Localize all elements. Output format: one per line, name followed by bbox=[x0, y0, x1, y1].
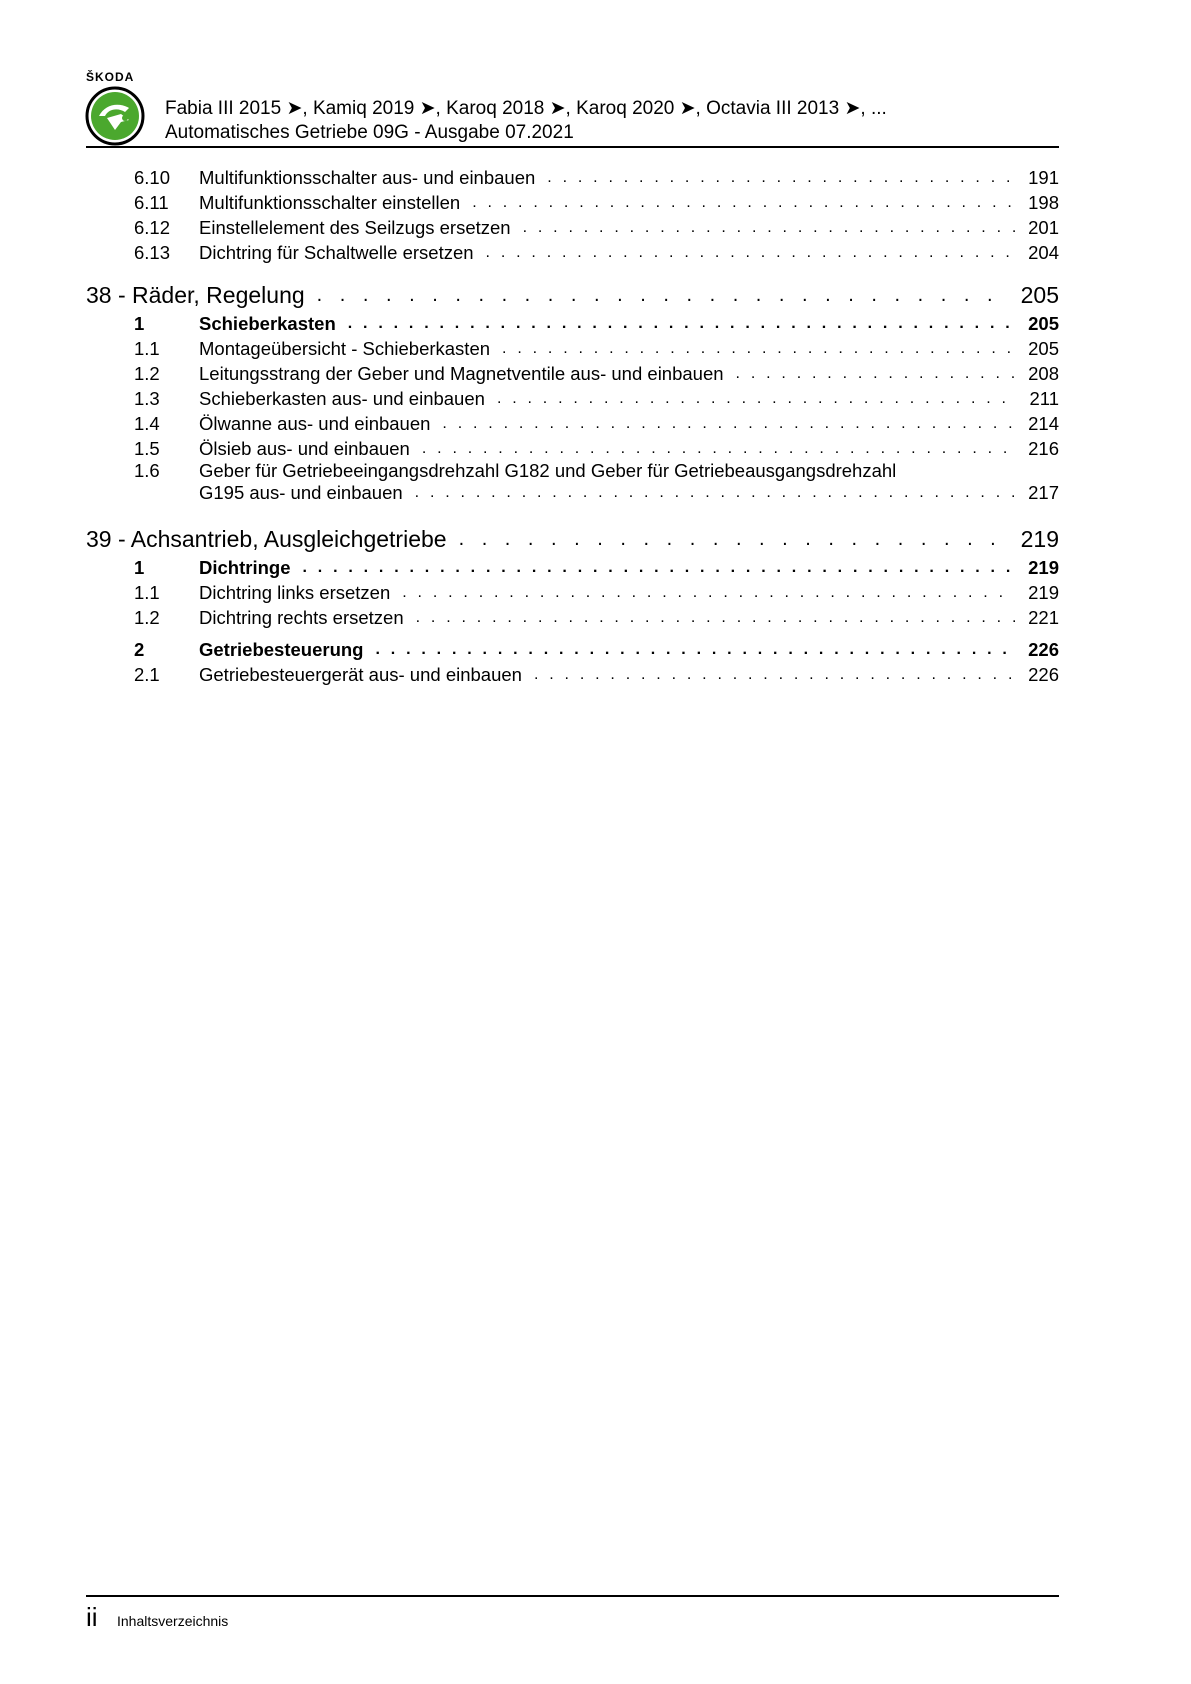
footer-divider bbox=[86, 1595, 1059, 1597]
toc-section-page: 226 bbox=[1028, 639, 1059, 660]
toc-entry[interactable] bbox=[86, 360, 1059, 385]
toc-entry-title: Schieberkasten aus- und einbauen bbox=[199, 388, 485, 409]
dot-leader bbox=[402, 582, 1015, 604]
brand-wordmark: ŠKODA bbox=[86, 70, 135, 84]
dot-leader bbox=[497, 388, 1015, 410]
toc-entry-title: Getriebesteuergerät aus- und einbauen bbox=[199, 664, 522, 685]
toc-entry-number: 1.2 bbox=[134, 363, 160, 384]
dot-leader bbox=[422, 438, 1015, 460]
toc-entry[interactable] bbox=[86, 410, 1059, 435]
toc-entry[interactable] bbox=[86, 335, 1059, 360]
toc-entry-number: 6.10 bbox=[134, 167, 171, 188]
toc-entry-title: Multifunktionsschalter aus- und einbauen bbox=[199, 167, 536, 188]
toc-entry-page: 191 bbox=[1028, 167, 1059, 188]
toc-section-title: Dichtringe bbox=[199, 557, 291, 578]
toc-entry-page: 216 bbox=[1028, 438, 1059, 459]
toc-section[interactable] bbox=[86, 554, 1059, 579]
toc-entry-number: 6.13 bbox=[134, 242, 171, 263]
toc-entry-title: Einstellelement des Seilzugs ersetzen bbox=[199, 217, 511, 238]
toc-entry-title: Geber für Getriebeeingangsdrehzahl G182 und Geber für Getriebeausgangsdrehzahl bbox=[199, 460, 897, 481]
toc-entry-multiline[interactable] bbox=[86, 460, 1059, 504]
toc-entry-number: 1.2 bbox=[134, 607, 160, 628]
toc-entry[interactable] bbox=[86, 214, 1059, 239]
toc-entry[interactable] bbox=[86, 385, 1059, 410]
toc-entry-page: 211 bbox=[1029, 388, 1059, 409]
toc-entry-page: 221 bbox=[1028, 607, 1059, 628]
toc-entry-number: 1.1 bbox=[134, 582, 160, 603]
toc-entry-number: 1.1 bbox=[134, 338, 160, 359]
toc-chapter-39[interactable] bbox=[86, 514, 1059, 552]
toc-entry-page: 217 bbox=[1028, 482, 1059, 503]
toc-entry-page: 204 bbox=[1028, 242, 1059, 263]
toc-entry-number: 1.5 bbox=[134, 438, 160, 459]
header-divider bbox=[86, 146, 1059, 148]
dot-leader bbox=[459, 526, 1009, 552]
toc-entry-title-continued: G195 aus- und einbauen bbox=[199, 482, 403, 503]
toc-entry-title: Multifunktionsschalter einstellen bbox=[199, 192, 461, 213]
toc-entry-title: Leitungsstrang der Geber und Magnetventile aus- und einbauen bbox=[199, 363, 724, 384]
toc-entry[interactable] bbox=[86, 604, 1059, 629]
toc-entry-page: 201 bbox=[1028, 217, 1059, 238]
chapter-page: 219 bbox=[1020, 526, 1059, 552]
toc-entry-number: 6.11 bbox=[134, 192, 169, 213]
dot-leader bbox=[376, 639, 1016, 661]
toc-entry-page: 226 bbox=[1028, 664, 1059, 685]
dot-leader bbox=[317, 282, 1009, 308]
dot-leader bbox=[348, 313, 1015, 335]
dot-leader bbox=[547, 167, 1015, 189]
dot-leader bbox=[416, 607, 1015, 629]
dot-leader bbox=[523, 217, 1015, 239]
toc-section-number: 2 bbox=[134, 639, 145, 660]
dot-leader bbox=[472, 192, 1015, 214]
dot-leader bbox=[502, 338, 1015, 360]
chapter-title: 39 - Achsantrieb, Ausgleichgetriebe bbox=[86, 526, 447, 552]
toc-section-number: 1 bbox=[134, 557, 145, 578]
toc-entry-title: Ölsieb aus- und einbauen bbox=[199, 438, 410, 459]
toc-entry-page: 198 bbox=[1028, 192, 1059, 213]
toc-entry-number: 1.4 bbox=[134, 413, 160, 434]
header-document-title: Automatisches Getriebe 09G - Ausgabe 07.2021 bbox=[165, 122, 574, 143]
toc-entry-number: 1.6 bbox=[134, 460, 160, 481]
dot-leader bbox=[442, 413, 1015, 435]
dot-leader bbox=[302, 557, 1015, 579]
toc-entry-page: 214 bbox=[1028, 413, 1059, 434]
toc-section[interactable] bbox=[86, 310, 1059, 335]
toc-entry[interactable] bbox=[86, 661, 1059, 686]
toc-section-title: Getriebesteuerung bbox=[199, 639, 364, 660]
toc-entry-title: Ölwanne aus- und einbauen bbox=[199, 413, 431, 434]
toc-chapter-38[interactable] bbox=[86, 270, 1059, 308]
toc-section-page: 205 bbox=[1028, 313, 1059, 334]
toc-entry-number: 2.1 bbox=[134, 664, 160, 685]
dot-leader bbox=[486, 242, 1015, 264]
dot-leader bbox=[415, 482, 1015, 504]
toc-entry-number: 1.3 bbox=[134, 388, 160, 409]
toc-section-page: 219 bbox=[1028, 557, 1059, 578]
dot-leader bbox=[534, 664, 1015, 686]
chapter-page: 205 bbox=[1020, 282, 1059, 308]
toc-entry[interactable] bbox=[86, 579, 1059, 604]
toc-entry-page: 219 bbox=[1028, 582, 1059, 603]
toc-section-title: Schieberkasten bbox=[199, 313, 336, 334]
toc-entry-title: Montageübersicht - Schieberkasten bbox=[199, 338, 491, 359]
chapter-title: 38 - Räder, Regelung bbox=[86, 282, 305, 308]
toc-entry-number: 6.12 bbox=[134, 217, 171, 238]
toc-entry-page: 208 bbox=[1028, 363, 1059, 384]
header-vehicle-models: Fabia III 2015 ➤, Kamiq 2019 ➤, Karoq 2018 ➤, Karoq 2020 ➤, Octavia III 2013 ➤, ... bbox=[165, 98, 887, 119]
toc-entry[interactable] bbox=[86, 189, 1059, 214]
toc-entry-title: Dichtring für Schaltwelle ersetzen bbox=[199, 242, 474, 263]
footer-label: Inhaltsverzeichnis bbox=[117, 1613, 229, 1629]
toc-entry[interactable] bbox=[86, 164, 1059, 189]
toc-entry-page: 205 bbox=[1028, 338, 1059, 359]
toc-section-number: 1 bbox=[134, 313, 145, 334]
skoda-logo-icon bbox=[85, 86, 145, 146]
toc-entry[interactable] bbox=[86, 239, 1059, 264]
dot-leader bbox=[736, 363, 1015, 385]
toc-entry[interactable] bbox=[86, 435, 1059, 460]
toc-entry-title: Dichtring links ersetzen bbox=[199, 582, 391, 603]
toc-section[interactable] bbox=[86, 636, 1059, 661]
footer-page-number: ii bbox=[86, 1602, 98, 1632]
toc-entry-title: Dichtring rechts ersetzen bbox=[199, 607, 404, 628]
table-of-contents bbox=[86, 164, 1059, 686]
